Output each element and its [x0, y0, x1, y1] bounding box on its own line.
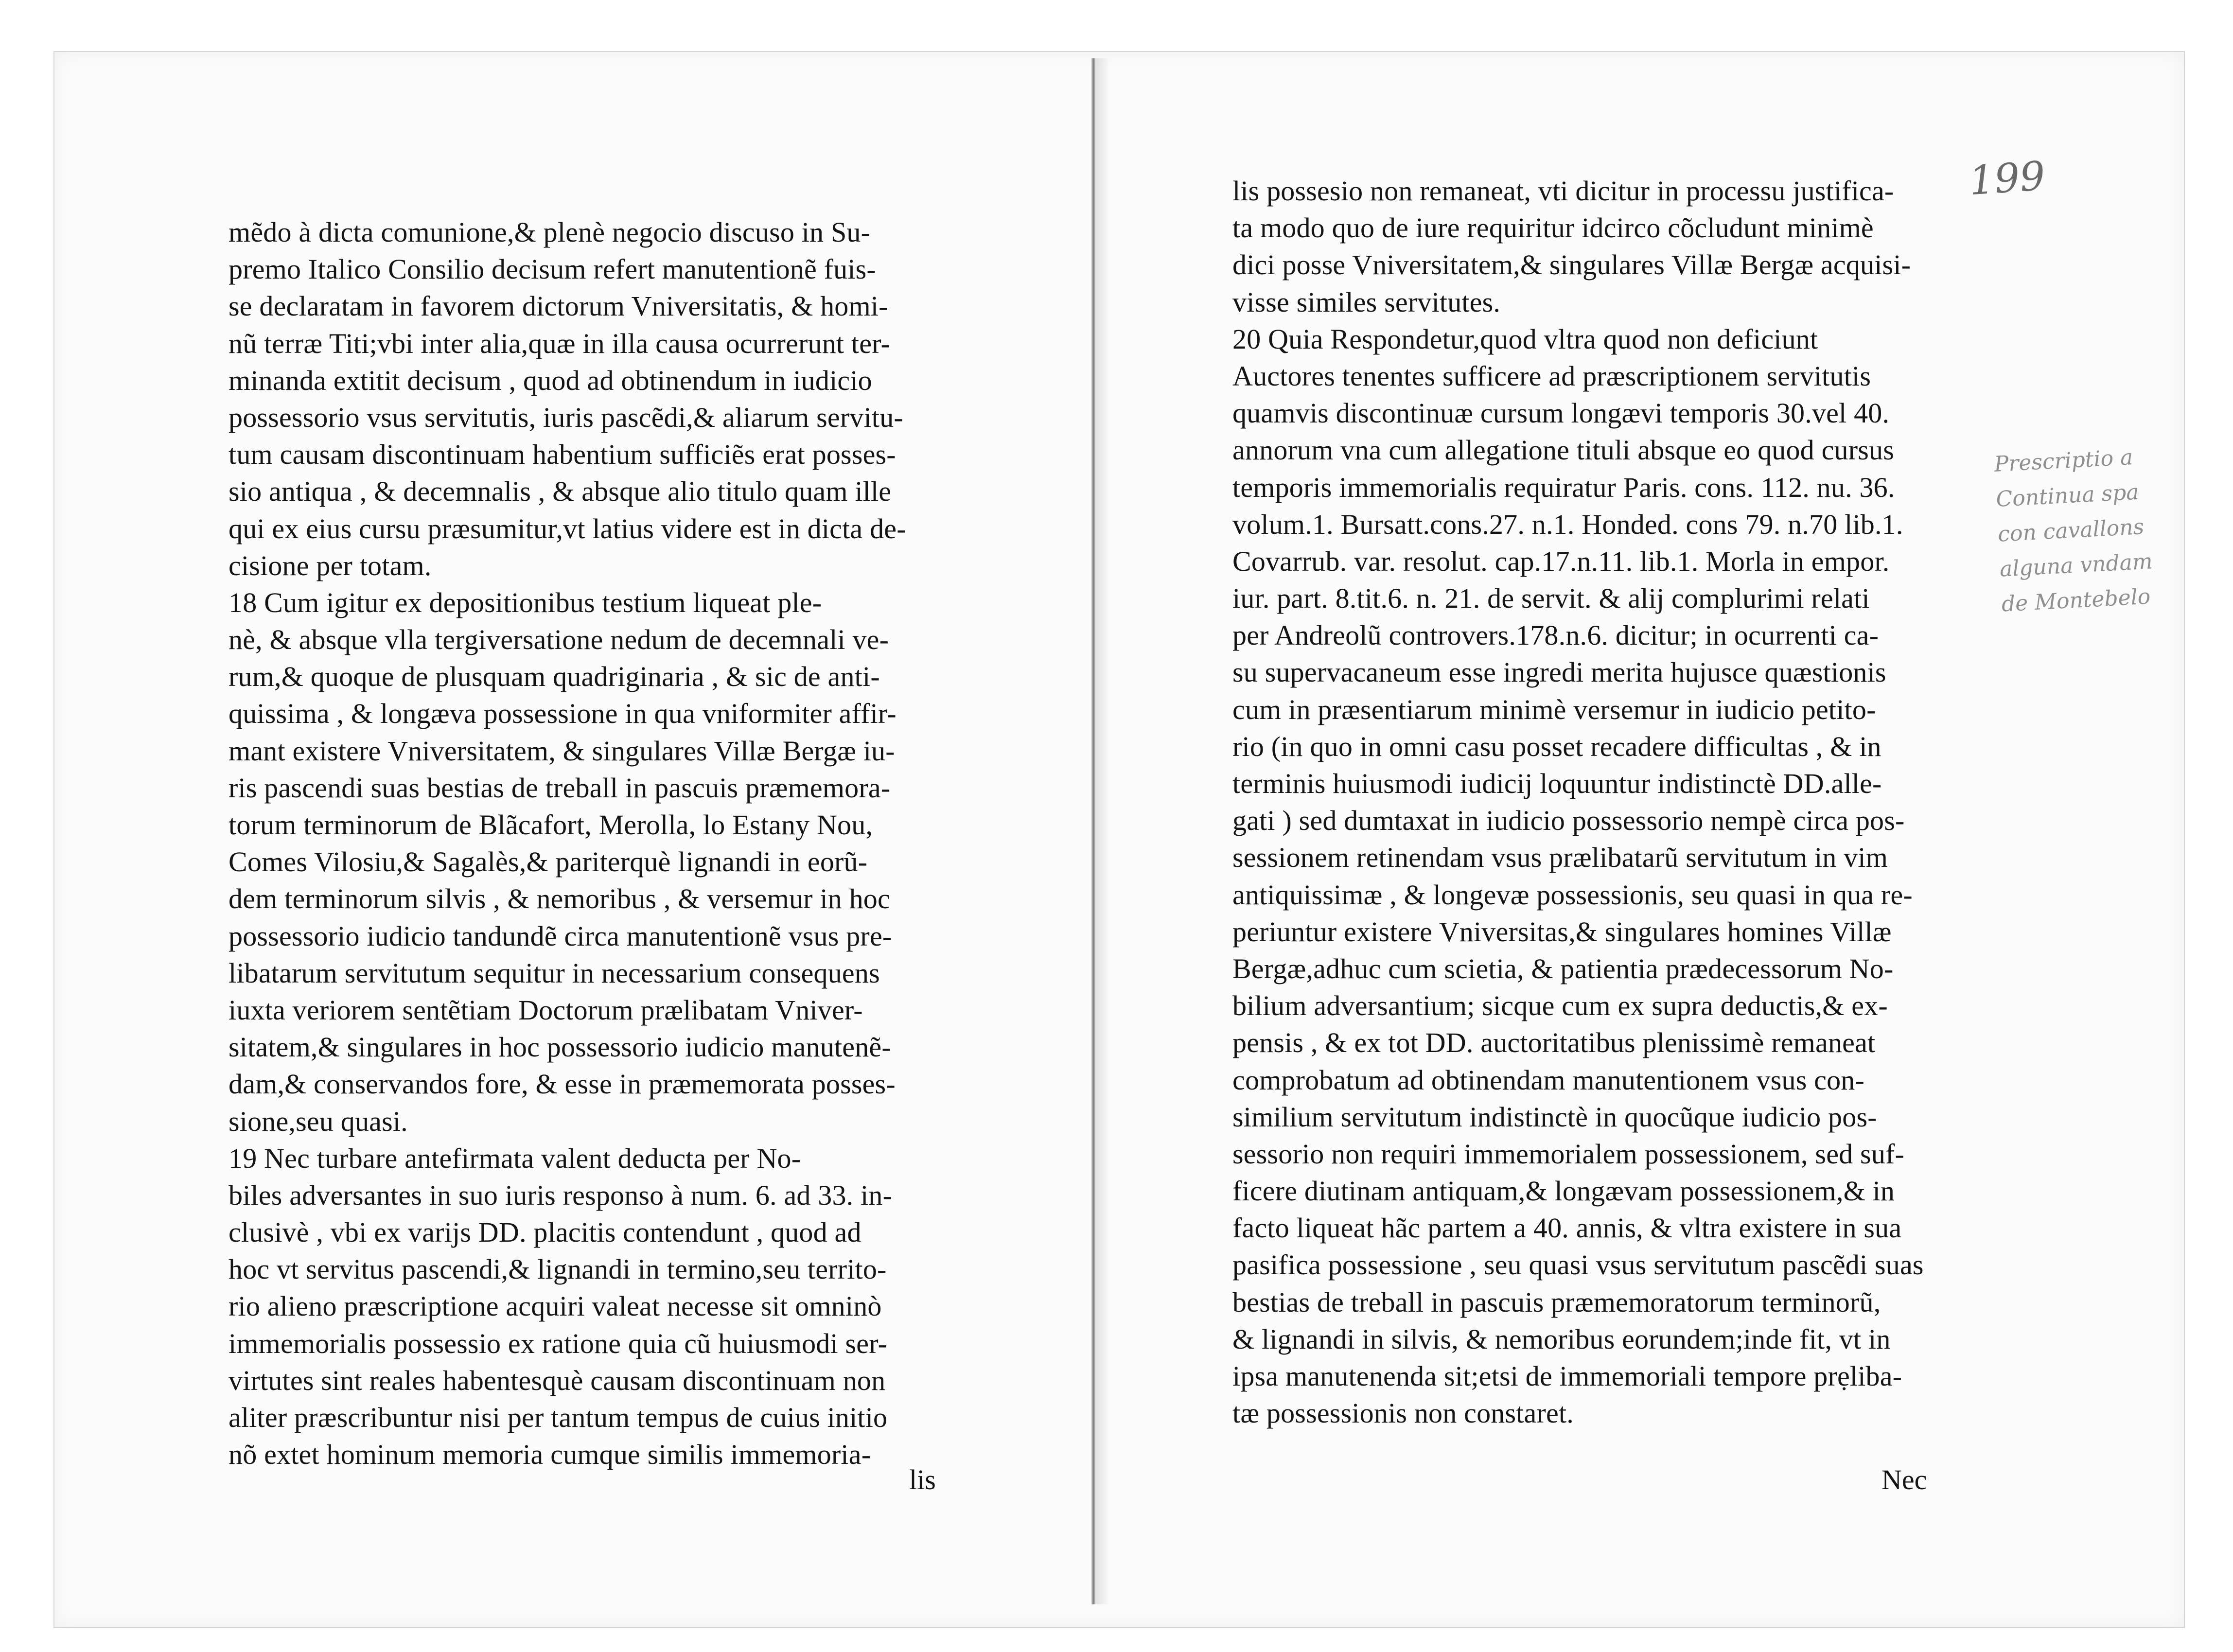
text-line: annorum vna cum allegatione tituli absque eo quod cursus — [1232, 434, 1894, 466]
right-catchword: Nec — [1881, 1464, 1927, 1495]
text-line: sessorio non requiri immemorialem possessionem, sed suf- — [1232, 1138, 1905, 1170]
text-line: rio alieno præscriptione acquiri valeat necesse sit omninò — [229, 1290, 882, 1322]
text-line: sessionem retinendam vsus prælibatarũ servitutum in vim — [1232, 842, 1888, 874]
text-line: possessorio iudicio tandundẽ circa manutentionẽ vsus pre- — [229, 920, 892, 952]
text-line: similium servitutum indistinctè in quocũque iudicio pos- — [1232, 1101, 1877, 1133]
text-line: per Andreolũ controvers.178.n.6. dicitur; in ocurrenti ca- — [1232, 619, 1879, 651]
text-line: 20 Quia Respondetur,quod vltra quod non deficiunt — [1232, 323, 1818, 355]
text-line: terminis huiusmodi iudicij loquuntur indistinctè DD.alle- — [1232, 768, 1882, 799]
text-line: Comes Vilosiu,& Sagalès,& pariterquè lignandi in eorũ- — [229, 846, 868, 878]
text-line: Auctores tenentes sufficere ad præscriptionem servitutis — [1232, 360, 1871, 392]
text-line: sitatem,& singulares in hoc possessorio iudicio manutenẽ- — [229, 1031, 891, 1063]
text-line: temporis immemorialis requiratur Paris. cons. 112. nu. 36. — [1232, 471, 1895, 503]
left-catchword: lis — [909, 1464, 936, 1495]
text-line: dam,& conservandos fore, & esse in præmemorata posses- — [229, 1068, 896, 1100]
text-line: 19 Nec turbare antefirmata valent deducta per No- — [229, 1142, 801, 1174]
folio-number: 199 — [1967, 153, 2047, 205]
text-line: ta modo quo de iure requiritur idcirco cõcludunt minimè — [1232, 212, 1874, 244]
text-line: visse similes servitutes. — [1232, 286, 1501, 318]
text-line: dici posse Vniversitatem,& singulares Villæ Bergæ acquisi- — [1232, 249, 1911, 281]
marginalia-line: Prescriptio a — [1993, 445, 2134, 477]
text-line: periuntur existere Vniversitas,& singulares homines Villæ — [1232, 915, 1892, 948]
text-line: cisione per totam. — [229, 549, 432, 581]
text-line: quamvis discontinuæ cursum longævi temporis 30.vel 40. — [1232, 397, 1890, 429]
text-line: possessorio vsus servitutis, iuris pascẽdi,& aliarum servitu- — [229, 401, 903, 433]
text-line: nõ extet hominum memoria cumque similis immemoria- — [229, 1439, 871, 1471]
book-gutter — [1091, 58, 1095, 1604]
text-line: Bergæ,adhuc cum scietia, & patientia prædecessorum No- — [1232, 952, 1894, 984]
text-line: clusivè , vbi ex varijs DD. placitis contendunt , quod ad — [229, 1216, 862, 1248]
text-line: 18 Cum igitur ex depositionibus testium liqueat ple- — [229, 586, 822, 618]
left-page-text — [229, 214, 989, 1473]
text-line: virtutes sint reales habentesquè causam discontinuam non — [229, 1364, 886, 1396]
text-line: aliter præscribuntur nisi per tantum tempus de cuius initio — [229, 1402, 888, 1433]
text-line: su supervacaneum esse ingredi merita hujusce quæstionis — [1232, 656, 1886, 688]
text-line: tum causam discontinuam habentium sufficiẽs erat posses- — [229, 439, 896, 471]
text-line: quissima , & longæva possessione in qua vniformiter affir- — [229, 698, 897, 730]
text-line: libatarum servitutum sequitur in necessarium consequens — [229, 957, 880, 989]
marginalia-line: Continua spa — [1995, 479, 2140, 512]
text-line: nũ terræ Titi;vbi inter alia,quæ in illa causa ocurrerunt ter- — [229, 327, 891, 359]
text-line: pensis , & ex tot DD. auctoritatibus plenissimè remaneat — [1232, 1027, 1876, 1059]
handwritten-marginalia — [1993, 439, 2155, 622]
text-line: lis possesio non remaneat, vti dicitur in processu justifica- — [1232, 175, 1894, 207]
gutter-shadow — [1095, 58, 1110, 1604]
text-line: hoc vt servitus pascendi,& lignandi in termino,seu territo- — [229, 1253, 887, 1285]
text-line: rum,& quoque de plusquam quadriginaria , & sic de anti- — [229, 661, 880, 693]
text-line: ris pascendi suas bestias de treball in pascuis præmemora- — [229, 772, 891, 804]
text-line: dem terminorum silvis , & nemoribus , & versemur in hoc — [229, 883, 890, 915]
text-line: pasifica possessione , seu quasi vsus servitutum pascẽdi suas — [1232, 1249, 1924, 1281]
text-line: qui ex eius cursu præsumitur,vt latius videre est in dicta de- — [229, 512, 906, 545]
text-line: iuxta veriorem sentẽtiam Doctorum prælibatam Vniver- — [229, 994, 863, 1026]
text-line: mẽdo à dicta comunione,& plenè negocio discuso in Su- — [229, 216, 871, 248]
marginalia-line: con cavallons — [1997, 514, 2145, 547]
text-line: torum terminorum de Blãcafort, Merolla, lo Estany Nou, — [229, 809, 873, 841]
text-line: nè, & absque vlla tergiversatione nedum de decemnali ve- — [229, 624, 889, 656]
text-line: ficere diutinam antiquam,& longævam possessionem,& in — [1232, 1175, 1895, 1207]
text-line: facto liqueat hãc partem a 40. annis, & vltra existere in sua — [1232, 1212, 1902, 1244]
text-line: Covarrub. var. resolut. cap.17.n.11. lib.1. Morla in empor. — [1232, 545, 1890, 577]
text-line: rio (in quo in omni casu posset recadere difficultas , & in — [1232, 730, 1881, 762]
text-line: tæ possessionis non constaret. — [1232, 1397, 1574, 1429]
text-line: antiquissimæ , & longevæ possessionis, seu quasi in qua re- — [1232, 879, 1913, 911]
text-line: gati ) sed dumtaxat in iudicio possessorio nempè circa pos- — [1232, 805, 1905, 837]
marginalia-line: alguna vndam — [1999, 549, 2153, 582]
text-line: ipsa manutenenda sit;etsi de immemoriali tempore prẹliba- — [1232, 1360, 1902, 1392]
text-line: sione,seu quasi. — [229, 1105, 408, 1137]
text-line: biles adversantes in suo iuris responso à num. 6. ad 33. in- — [229, 1179, 893, 1211]
marginalia-line: de Montebelo — [2001, 584, 2151, 617]
text-line: bilium adversantium; sicque cum ex supra deductis,& ex- — [1232, 990, 1888, 1022]
text-line: minanda extitit decisum , quod ad obtinendum in iudicio — [229, 364, 872, 396]
text-line: bestias de treball in pascuis præmemoratorum terminorũ, — [1232, 1286, 1881, 1318]
text-line: mant existere Vniversitatem, & singulares Villæ Bergæ iu- — [229, 735, 895, 767]
text-line: iur. part. 8.tit.6. n. 21. de servit. & alij complurimi relati — [1232, 582, 1870, 615]
text-line: sio antiqua , & decemnalis , & absque alio titulo quam ille — [229, 475, 892, 508]
text-line: comprobatum ad obtinendam manutentionem vsus con- — [1232, 1064, 1865, 1096]
text-line: cum in præsentiarum minimè versemur in iudicio petito- — [1232, 693, 1876, 725]
text-line: immemorialis possessio ex ratione quia cũ huiusmodi ser- — [229, 1327, 888, 1359]
text-line: & lignandi in silvis, & nemoribus eorundem;inde fit, vt in — [1232, 1323, 1891, 1355]
right-page-text — [1232, 173, 1924, 1432]
text-line: premo Italico Consilio decisum refert manutentionẽ fuis- — [229, 253, 876, 285]
text-line: volum.1. Bursatt.cons.27. n.1. Honded. cons 79. n.70 lib.1. — [1232, 508, 1903, 540]
text-line: se declaratam in favorem dictorum Vniversitatis, & homi- — [229, 290, 888, 322]
